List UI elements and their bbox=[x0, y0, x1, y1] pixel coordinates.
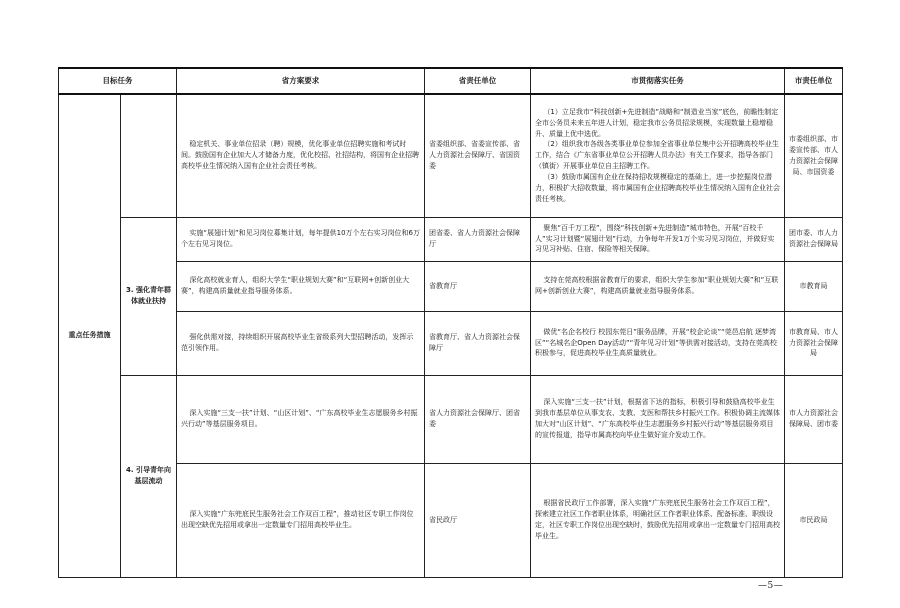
table-row bbox=[59, 217, 843, 261]
province-req-cell bbox=[177, 311, 425, 375]
city-unit-cell: 市人力资源社会保障局、团市委 bbox=[785, 375, 843, 463]
city-task-cell bbox=[531, 217, 785, 261]
table-row bbox=[59, 311, 843, 375]
subtask-cell-empty bbox=[121, 94, 177, 217]
header-province-unit: 省责任单位 bbox=[425, 68, 531, 94]
city-task-text: 深入实施“三支一扶”计划，根据省下达的指标，积极引导和鼓励高校毕业生到我市基层单位从事支农、支教、支医和帮扶乡村振兴工作。积极协调主流媒体加大对“山区计划”、“广东高校毕业生志愿服务乡村振兴行动”等基层服务项目的宣传报道，指导市属高校向毕业生做好宣介发动工作。 bbox=[535, 398, 780, 439]
city-task-cell bbox=[531, 94, 785, 217]
city-task-cell bbox=[531, 311, 785, 375]
province-req-cell bbox=[177, 463, 425, 577]
header-target: 目标任务 bbox=[59, 68, 177, 94]
subtask-label: 3. 强化青年群体就业扶持 bbox=[121, 217, 177, 375]
header-province-req: 省方案要求 bbox=[177, 68, 425, 94]
city-task-item: （3）鼓励市属国有企业在保持招收规模稳定的基础上，进一步挖掘岗位潜力，积极扩大招收数量，将市属国有企业招聘高校毕业生情况纳入国有企业社会责任考核。 bbox=[535, 173, 780, 203]
city-task-item: （1）立足我市“科技创新+先进制造”战略和“制造业当家”底色，前瞻性制定全市公务员未来五年进人计划，稳定我市公务员招录规模，实现数量上稳增稳升、质量上优中选优。 bbox=[535, 107, 779, 138]
province-req-text: 强化供需对接，持续组织开展高校毕业生省级系列大型招聘活动，发挥示范引领作用。 bbox=[181, 333, 414, 352]
province-unit-cell: 省民政厅 bbox=[425, 463, 531, 577]
subtask-label: 4. 引导青年向基层流动 bbox=[121, 375, 177, 577]
table-row bbox=[59, 463, 843, 577]
province-req-text: 实施“展翅计划”和见习岗位募集计划，每年提供10万个左右实习岗位和6万个左右见习岗位。 bbox=[181, 229, 421, 248]
table-row bbox=[59, 94, 843, 217]
province-req-text: 深化高校就业育人，组织大学生“职业规划大赛”和“互联网+创新创业大赛”，构建高质量就业指导服务体系。 bbox=[181, 276, 410, 295]
province-req-text: 深入实施“三支一扶”计划、“山区计划”、“广东高校毕业生志愿服务乡村振兴行动”等基层服务项目。 bbox=[181, 409, 418, 428]
city-unit-cell: 市教育局 bbox=[785, 261, 843, 311]
province-unit-cell: 省委组织部、省委宣传部、省人力资源社会保障厅、省国资委 bbox=[425, 94, 531, 217]
city-task-cell bbox=[531, 463, 785, 577]
table-row bbox=[59, 375, 843, 463]
header-city-unit: 市责任单位 bbox=[785, 68, 843, 94]
province-req-cell bbox=[177, 217, 425, 261]
province-req-text: 稳定机关、事业单位招录（聘）规模，优化事业单位招聘实施和考试时间。鼓励国有企业加大人才储备力度，优化校招、社招结构，将国有企业招聘高校毕业生情况纳入国有企业社会责任考核。 bbox=[181, 140, 419, 171]
city-task-text: 支持在莞高校根据省教育厅的要求，组织大学生参加“职业规划大赛”和“互联网+创新创业大赛”，构建高质量就业指导服务体系。 bbox=[535, 276, 779, 295]
table-row bbox=[59, 261, 843, 311]
city-task-text: 根据省民政厅工作部署，深入实施“广东兜底民生服务社会工作双百工程”，探索建立社区工作者职业体系，明确社区工作者职业体系、配备标准、职级设定，社区专职工作岗位出现空缺时，鼓励优先招用或拿出一定数量专门招用高校毕业生。 bbox=[535, 499, 780, 540]
province-req-cell bbox=[177, 94, 425, 217]
city-unit-cell: 市委组织部、市委宣传部、市人力资源社会保障局、市国资委 bbox=[785, 94, 843, 217]
province-unit-cell: 省教育厅 bbox=[425, 261, 531, 311]
city-task-text: 聚焦“百千万工程”，围绕“科技创新+先进制造”城市特色，开展“百校千人”实习计划暨“展翅计划”行动，力争每年开发1万个实习见习岗位，并做好实习见习补贴、住宿、保险等相关保障。 bbox=[535, 223, 775, 254]
city-task-text: 做优“名企名校行 校园东莞日”服务品牌，开展“校企论谈”“莞邑启航 逐梦湾区”“名城名企Open Day活动”“青年见习计划”等供需对接活动，支持在莞高校积极参与，促进高校毕业生高质量就业。 bbox=[535, 327, 777, 358]
page-number: —5— bbox=[758, 581, 784, 591]
header-city-task: 市贯彻落实任务 bbox=[531, 68, 785, 94]
city-unit-cell: 市教育局、市人力资源社会保障局 bbox=[785, 311, 843, 375]
city-unit-cell: 市民政局 bbox=[785, 463, 843, 577]
city-task-cell bbox=[531, 375, 785, 463]
province-req-text: 深入实施“广东兜底民生服务社会工作双百工程”，推动社区专职工作岗位出现空缺优先招用或拿出一定数量专门招用高校毕业生。 bbox=[181, 510, 414, 529]
province-req-cell bbox=[177, 375, 425, 463]
province-unit-cell: 省教育厅、省人力资源社会保障厅 bbox=[425, 311, 531, 375]
city-task-cell bbox=[531, 261, 785, 311]
province-req-cell bbox=[177, 261, 425, 311]
header-row bbox=[59, 68, 843, 94]
task-table bbox=[58, 67, 843, 578]
city-task-item: （2）组织我市各级各类事业单位参加全省事业单位集中公开招聘高校毕业生工作，结合《广东省事业单位公开招聘人员办法》有关工作要求，指导各部门（镇街）开展事业单位自主招聘工作。 bbox=[535, 140, 779, 171]
province-unit-cell: 省人力资源社会保障厅、团省委 bbox=[425, 375, 531, 463]
province-unit-cell: 团省委、省人力资源社会保障厅 bbox=[425, 217, 531, 261]
category-cell: 重点任务措施 bbox=[59, 94, 121, 577]
city-unit-cell: 团市委、市人力资源社会保障局 bbox=[785, 217, 843, 261]
